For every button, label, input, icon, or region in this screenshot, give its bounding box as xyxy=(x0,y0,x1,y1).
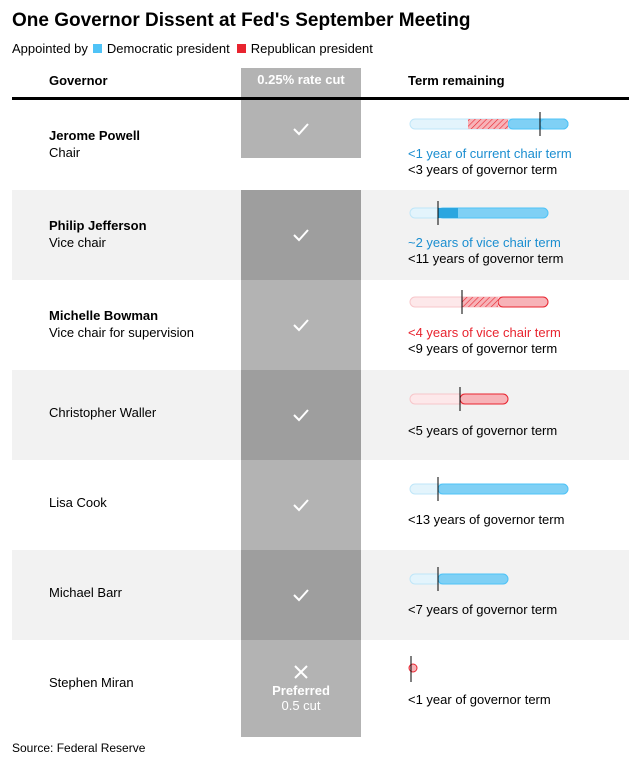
check-icon xyxy=(292,318,310,332)
governor-role: Vice chair xyxy=(49,235,106,250)
vote-note-preferred: Preferred xyxy=(272,683,330,698)
governor-role: Vice chair for supervision xyxy=(49,325,194,340)
governor-term-label: <9 years of governor term xyxy=(408,341,558,356)
governor-cell xyxy=(49,217,147,251)
leadership-term-label: <4 years of vice chair term xyxy=(408,325,561,340)
legend-item-republican xyxy=(232,41,373,56)
governor-term-label: <7 years of governor term xyxy=(408,602,558,617)
header-term: Term remaining xyxy=(408,73,505,88)
cross-icon xyxy=(293,664,309,680)
governor-cell xyxy=(49,494,107,511)
source-note: Source: Federal Reserve xyxy=(12,741,146,755)
vote-column xyxy=(241,68,361,727)
governor-name: Michael Barr xyxy=(49,585,122,600)
legend-label-republican: Republican president xyxy=(250,41,373,56)
vote-cell xyxy=(241,100,361,158)
governor-cell xyxy=(49,404,156,421)
vote-cell xyxy=(241,460,361,550)
vote-note-amount: 0.5 cut xyxy=(281,698,321,713)
vote-cell xyxy=(241,370,361,460)
governor-name: Christopher Waller xyxy=(49,405,157,420)
governor-term-label: <3 years of governor term xyxy=(408,162,558,177)
check-icon xyxy=(292,122,310,136)
header-vote: 0.25% rate cut xyxy=(241,68,361,100)
check-icon xyxy=(292,498,310,512)
governor-name: Jerome Powell xyxy=(49,128,141,143)
legend-swatch-democratic xyxy=(93,44,102,53)
governor-name: Michelle Bowman xyxy=(49,308,159,323)
governor-name: Philip Jefferson xyxy=(49,218,147,233)
vote-cell xyxy=(241,640,361,737)
legend-prefix: Appointed by xyxy=(12,41,88,56)
governor-cell xyxy=(49,674,134,691)
legend-item-democratic xyxy=(88,41,230,56)
governor-term-label: <1 year of governor term xyxy=(408,692,551,707)
governor-term-label: <5 years of governor term xyxy=(408,423,558,438)
legend-swatch-republican xyxy=(237,44,246,53)
governor-cell xyxy=(49,584,122,601)
governor-term-label: <13 years of governor term xyxy=(408,512,565,527)
governor-name: Lisa Cook xyxy=(49,495,107,510)
legend-label-democratic: Democratic president xyxy=(106,41,230,56)
check-icon xyxy=(292,408,310,422)
check-icon xyxy=(292,228,310,242)
leadership-term-label: <1 year of current chair term xyxy=(408,146,572,161)
vote-cell xyxy=(241,550,361,640)
governor-cell xyxy=(49,127,140,161)
chart-title: One Governor Dissent at Fed's September Meeting xyxy=(12,10,471,31)
check-icon xyxy=(292,588,310,602)
vote-cell xyxy=(241,280,361,370)
governor-name: Stephen Miran xyxy=(49,675,134,690)
governor-role: Chair xyxy=(49,145,81,160)
governor-cell xyxy=(49,307,194,341)
leadership-term-label: ~2 years of vice chair term xyxy=(408,235,561,250)
header-governor: Governor xyxy=(49,73,108,88)
legend xyxy=(12,41,375,56)
governor-term-label: <11 years of governor term xyxy=(408,251,564,266)
header-rule xyxy=(12,97,629,100)
vote-cell xyxy=(241,190,361,280)
